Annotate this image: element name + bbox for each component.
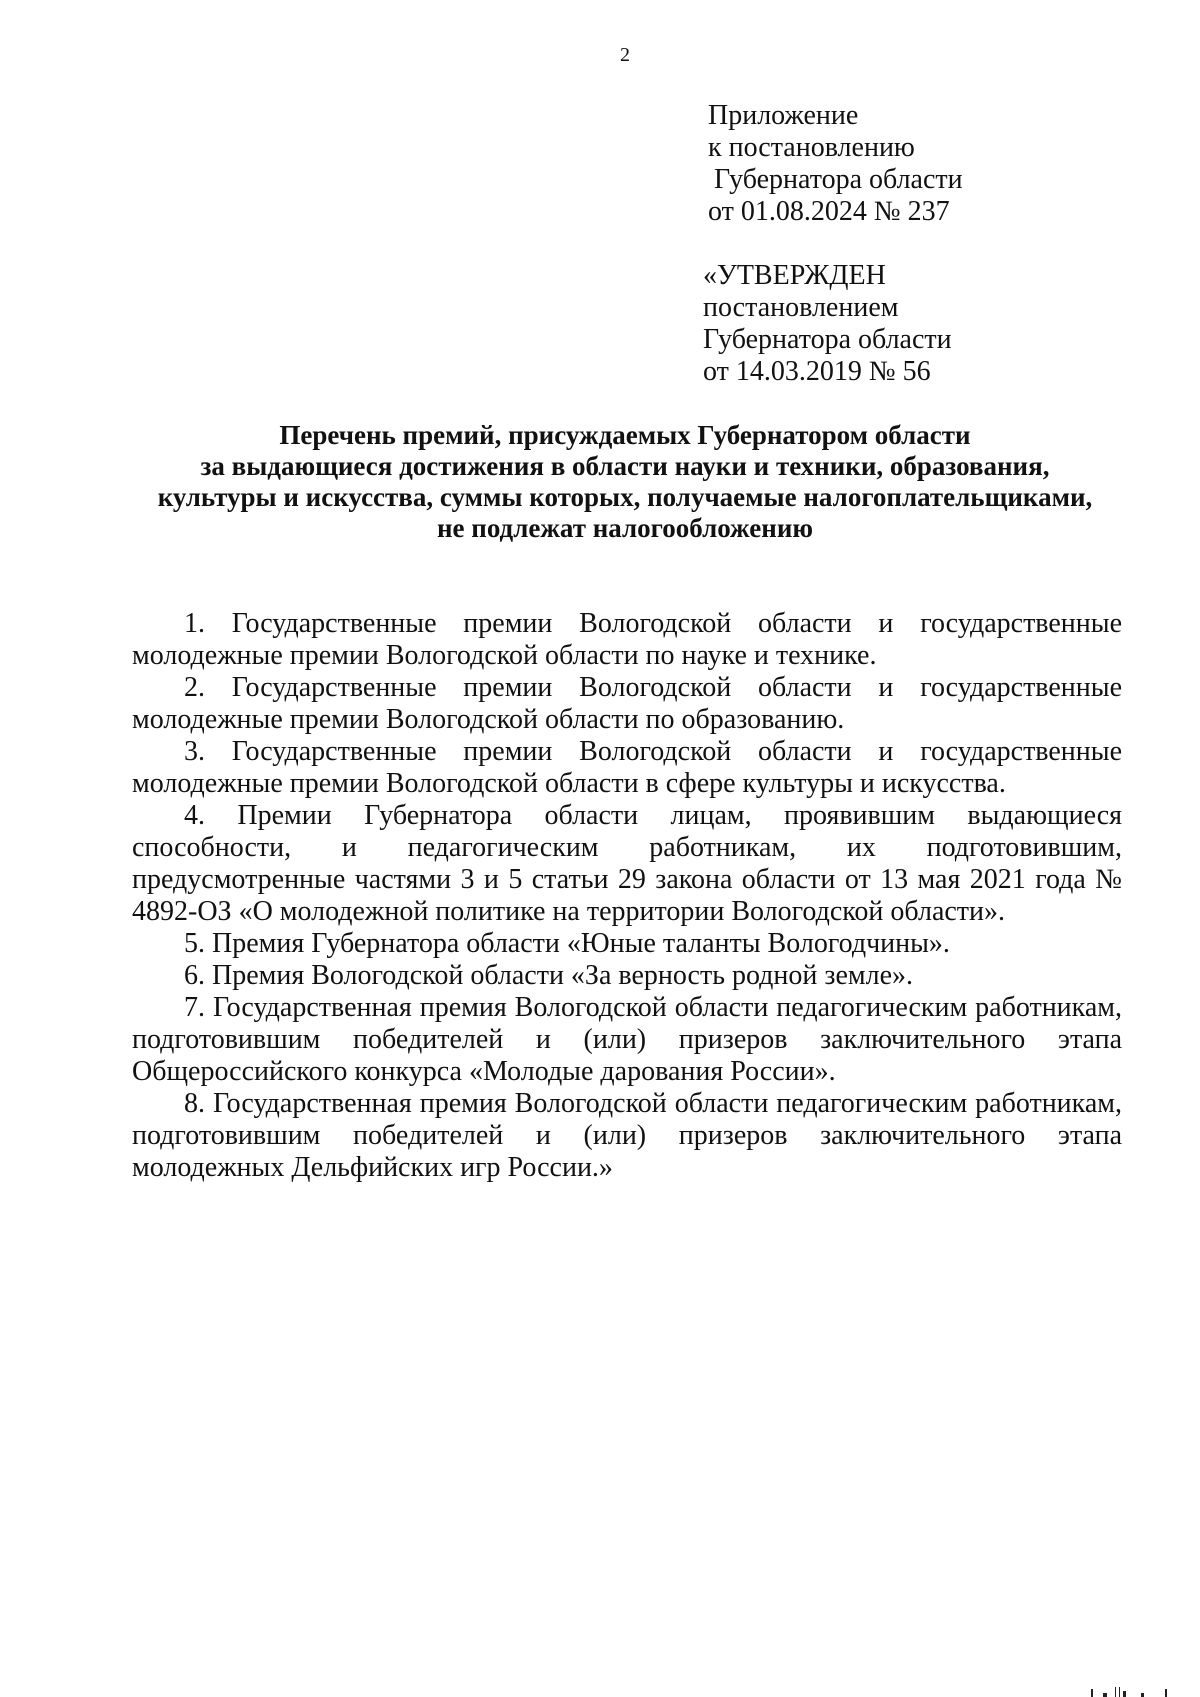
appendix-line: от 01.08.2024 № 237 <box>708 196 950 227</box>
approved-line: «УТВЕРЖДЕН <box>703 260 886 291</box>
approved-block <box>703 260 952 388</box>
list-item: 2. Государственные премии Вологодской области и государственные молодежные премии Вологодской области по образованию. <box>132 672 1122 735</box>
award-list <box>132 608 1122 1184</box>
list-item: 8. Государственная премия Вологодской области педагогическим работникам, подготовившим победителей и (или) призеров заключительного этапа молодежных Дельфийских игр России.» <box>132 1088 1122 1183</box>
title-line: за выдающиеся достижения в области науки и техники, образования, <box>200 451 1050 481</box>
page-number: 2 <box>620 44 630 66</box>
list-item: 7. Государственная премия Вологодской области педагогическим работникам, подготовившим победителей и (или) призеров заключительного этапа Общероссийского конкурса «Молодые дарования России». <box>132 992 1122 1087</box>
appendix-block <box>708 100 963 228</box>
appendix-line: Приложение <box>708 100 859 131</box>
document-title <box>120 420 1130 544</box>
title-line: Перечень премий, присуждаемых Губернатором области <box>279 420 971 450</box>
appendix-line: Губернатора области <box>714 164 963 195</box>
title-line: не подлежат налогообложению <box>436 513 814 543</box>
list-item: 3. Государственные премии Вологодской области и государственные молодежные премии Вологодской области в сфере культуры и искусства. <box>132 736 1122 799</box>
appendix-line: к постановлению <box>708 132 915 163</box>
approved-line: от 14.03.2019 № 56 <box>703 356 931 387</box>
list-item: 5. Премия Губернатора области «Юные таланты Вологодчины». <box>184 928 950 959</box>
list-item: 6. Премия Вологодской области «За верность родной земле». <box>184 960 913 991</box>
title-line: культуры и искусства, суммы которых, получаемые налогоплательщиками, <box>157 482 1093 512</box>
approved-line: Губернатора области <box>703 324 952 355</box>
list-item: 4. Премии Губернатора области лицам, проявившим выдающиеся способности, и педагогическим работникам, их подготовившим, предусмотренные частями 3 и 5 статьи 29 закона области от 13 мая 2021 года № 4892-ОЗ «О молодежной политике на территории Вологодской области». <box>132 800 1122 927</box>
approved-line: постановлением <box>703 292 899 323</box>
scan-marks <box>1085 1683 1185 1697</box>
list-item: 1. Государственные премии Вологодской области и государственные молодежные премии Вологодской области по науке и технике. <box>132 608 1122 671</box>
